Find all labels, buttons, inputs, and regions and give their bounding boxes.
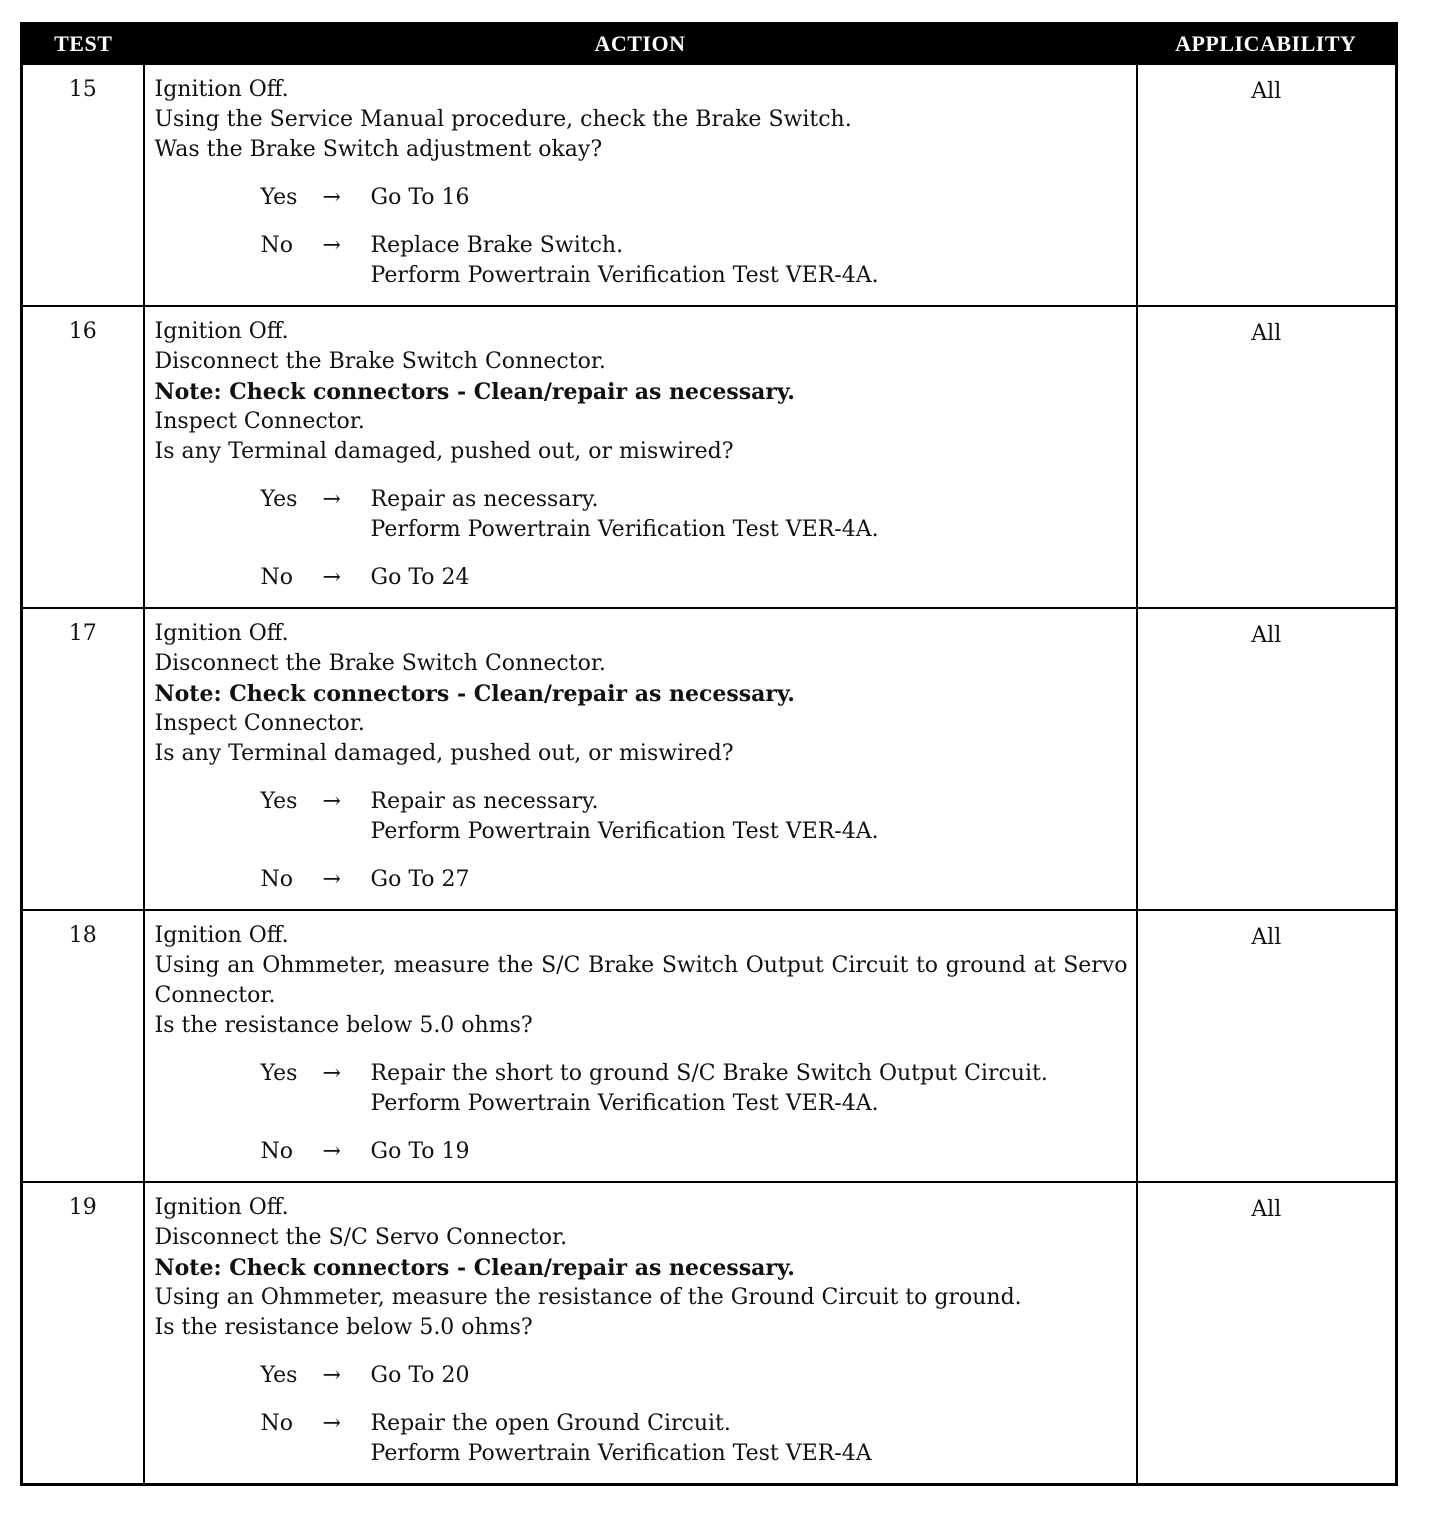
- right-arrow-icon: →: [322, 565, 341, 590]
- outcome-yes: [261, 1361, 1128, 1391]
- action-step: Ignition Off.: [154, 923, 289, 948]
- outcome-result-line: Repair as necessary.: [370, 487, 599, 512]
- outcome-result: [371, 231, 879, 291]
- outcome-result-line: Go To 20: [370, 1363, 470, 1388]
- action-note: Note: Check connectors - Clean/repair as necessary.: [154, 1255, 795, 1281]
- action-cell: [144, 608, 1137, 910]
- outcome-result-line: Perform Powertrain Verification Test VER-4A.: [370, 517, 879, 542]
- action-step: Disconnect the Brake Switch Connector.: [154, 349, 606, 374]
- table-row: [22, 910, 1397, 1182]
- action-step: Using the Service Manual procedure, check the Brake Switch.: [154, 107, 852, 132]
- outcome-result-line: Go To 19: [370, 1139, 470, 1164]
- right-arrow-icon: →: [322, 487, 341, 512]
- outcome-result: [371, 1361, 470, 1391]
- right-arrow-icon: →: [322, 185, 341, 210]
- outcome-no: [261, 231, 1128, 291]
- outcome-result: [371, 865, 470, 895]
- applicability-value: All: [1137, 64, 1397, 306]
- right-arrow-icon: →: [322, 1061, 341, 1086]
- outcome-result: [371, 1059, 1048, 1119]
- outcome-yes: [261, 1059, 1128, 1119]
- outcome-result-line: Replace Brake Switch.: [370, 233, 624, 258]
- action-step: Ignition Off.: [154, 1195, 289, 1220]
- outcome-result-line: Repair the short to ground S/C Brake Switch Output Circuit.: [370, 1061, 1048, 1086]
- outcome-result: [371, 183, 470, 213]
- outcome-result: [371, 787, 879, 847]
- outcome-yes: [261, 787, 1128, 847]
- outcome-result-line: Perform Powertrain Verification Test VER-4A: [370, 1441, 872, 1466]
- table-row: [22, 1182, 1397, 1484]
- outcome-yes: [261, 485, 1128, 545]
- action-step: Is any Terminal damaged, pushed out, or miswired?: [154, 741, 734, 766]
- test-number: 18: [22, 910, 144, 1182]
- right-arrow-icon: →: [322, 867, 341, 892]
- action-step: Using an Ohmmeter, measure the resistance of the Ground Circuit to ground.: [154, 1285, 1022, 1310]
- outcome-result-line: Perform Powertrain Verification Test VER-4A.: [370, 819, 879, 844]
- outcome-result-line: Go To 27: [370, 867, 470, 892]
- action-step: Is the resistance below 5.0 ohms?: [154, 1315, 533, 1340]
- outcome-result-line: Repair the open Ground Circuit.: [370, 1411, 731, 1436]
- table-row: [22, 306, 1397, 608]
- outcome-answer: Yes: [260, 789, 298, 814]
- outcome-list: [155, 485, 1128, 593]
- action-step: Inspect Connector.: [154, 711, 365, 736]
- table-row: [22, 608, 1397, 910]
- test-number: 15: [22, 64, 144, 306]
- action-step: Inspect Connector.: [154, 409, 365, 434]
- right-arrow-icon: →: [322, 233, 341, 258]
- header-action: ACTION: [144, 24, 1137, 65]
- header-applicability: APPLICABILITY: [1137, 24, 1397, 65]
- action-cell: [144, 306, 1137, 608]
- outcome-list: [155, 1059, 1128, 1167]
- right-arrow-icon: →: [322, 1139, 341, 1164]
- table-body: [22, 64, 1397, 1484]
- outcome-answer: Yes: [260, 1061, 298, 1086]
- applicability-value: All: [1137, 306, 1397, 608]
- outcome-result-line: Perform Powertrain Verification Test VER-4A.: [370, 1091, 879, 1116]
- action-step: Ignition Off.: [154, 621, 289, 646]
- applicability-value: All: [1137, 1182, 1397, 1484]
- outcome-answer: No: [260, 233, 293, 258]
- action-step: Is any Terminal damaged, pushed out, or miswired?: [154, 439, 734, 464]
- outcome-result-line: Perform Powertrain Verification Test VER-4A.: [370, 263, 879, 288]
- table-row: [22, 64, 1397, 306]
- test-number: 19: [22, 1182, 144, 1484]
- action-step: Disconnect the S/C Servo Connector.: [154, 1225, 568, 1250]
- outcome-result: [371, 563, 470, 593]
- outcome-answer: No: [260, 1139, 293, 1164]
- diagnostic-test-page: [20, 22, 1395, 1486]
- action-step: Using an Ohmmeter, measure the S/C Brake Switch Output Circuit to ground at Servo Connector.: [154, 953, 1128, 1008]
- action-note: Note: Check connectors - Clean/repair as necessary.: [154, 379, 795, 405]
- action-step: Ignition Off.: [154, 77, 289, 102]
- right-arrow-icon: →: [322, 789, 341, 814]
- action-step: Was the Brake Switch adjustment okay?: [154, 137, 603, 162]
- outcome-no: [261, 1137, 1128, 1167]
- outcome-answer: No: [260, 1411, 293, 1436]
- action-cell: [144, 1182, 1137, 1484]
- outcome-answer: Yes: [260, 185, 298, 210]
- test-number: 17: [22, 608, 144, 910]
- outcome-result-line: Go To 16: [370, 185, 470, 210]
- action-cell: [144, 64, 1137, 306]
- outcome-answer: No: [260, 867, 293, 892]
- action-step: Disconnect the Brake Switch Connector.: [154, 651, 606, 676]
- diagnostic-test-table: [20, 22, 1398, 1486]
- table-header-row: [22, 24, 1397, 65]
- outcome-answer: Yes: [260, 487, 298, 512]
- outcome-list: [155, 1361, 1128, 1469]
- right-arrow-icon: →: [322, 1411, 341, 1436]
- outcome-result-line: Go To 24: [370, 565, 470, 590]
- action-cell: [144, 910, 1137, 1182]
- action-note: Note: Check connectors - Clean/repair as necessary.: [154, 681, 795, 707]
- outcome-answer: No: [260, 565, 293, 590]
- action-step: Ignition Off.: [154, 319, 289, 344]
- header-test: TEST: [22, 24, 144, 65]
- outcome-list: [155, 183, 1128, 291]
- action-step: Is the resistance below 5.0 ohms?: [154, 1013, 533, 1038]
- right-arrow-icon: →: [322, 1363, 341, 1388]
- outcome-result: [371, 1409, 872, 1469]
- outcome-no: [261, 865, 1128, 895]
- outcome-list: [155, 787, 1128, 895]
- outcome-answer: Yes: [260, 1363, 298, 1388]
- applicability-value: All: [1137, 910, 1397, 1182]
- outcome-result-line: Repair as necessary.: [370, 789, 599, 814]
- outcome-no: [261, 563, 1128, 593]
- outcome-yes: [261, 183, 1128, 213]
- outcome-result: [371, 1137, 470, 1167]
- test-number: 16: [22, 306, 144, 608]
- applicability-value: All: [1137, 608, 1397, 910]
- outcome-no: [261, 1409, 1128, 1469]
- outcome-result: [371, 485, 879, 545]
